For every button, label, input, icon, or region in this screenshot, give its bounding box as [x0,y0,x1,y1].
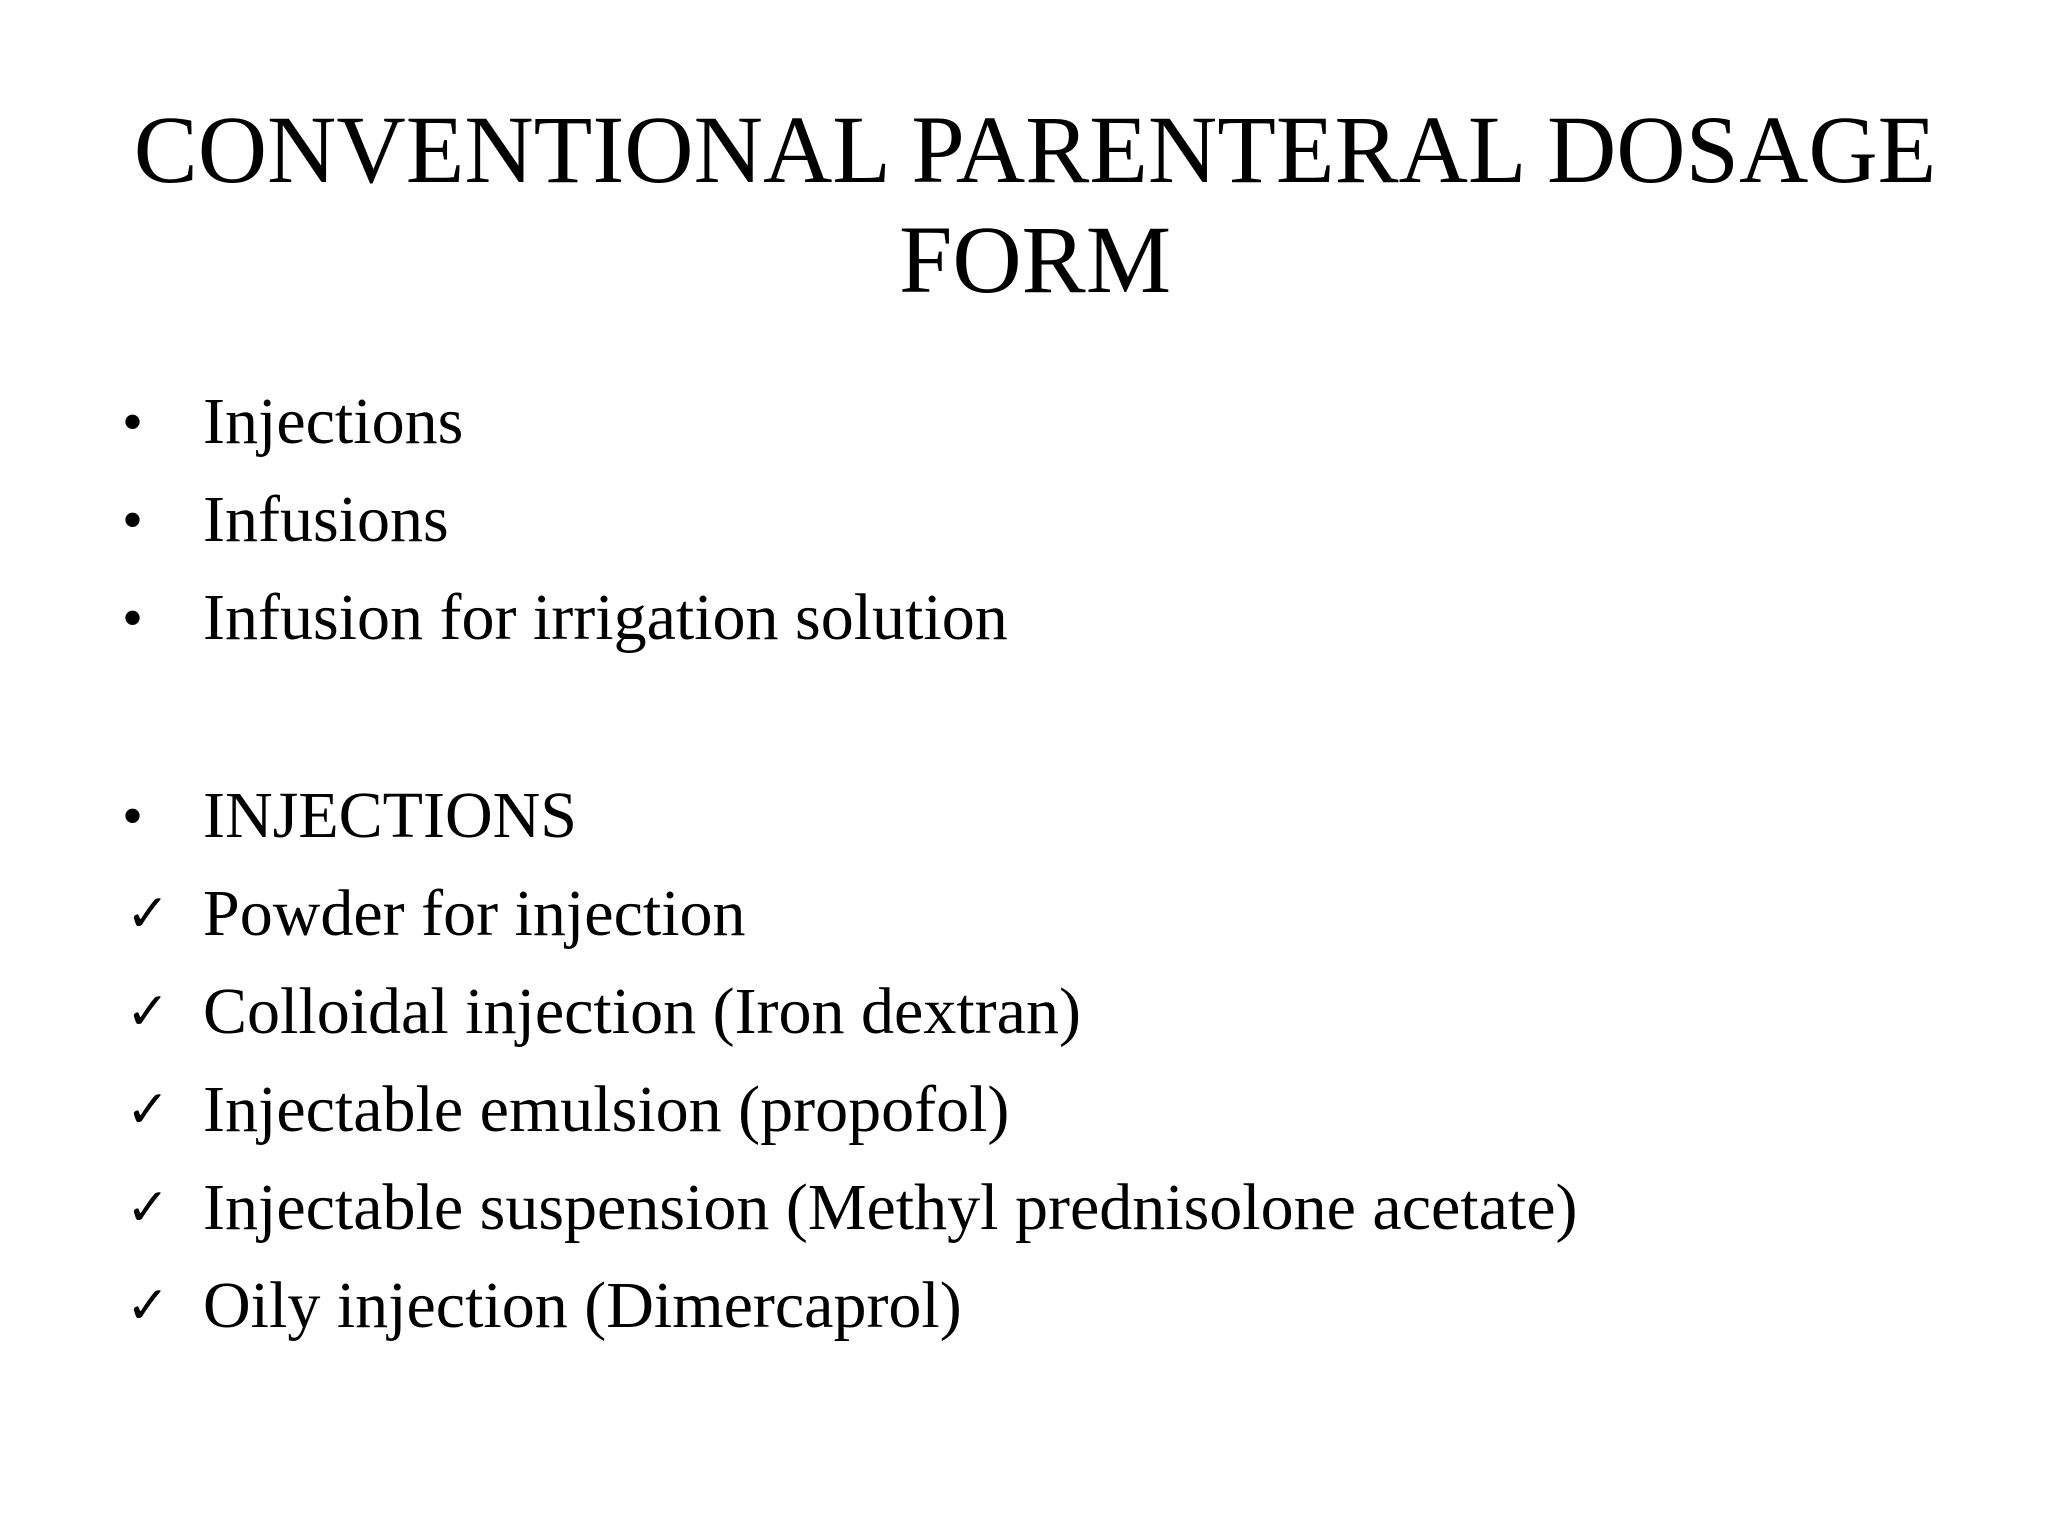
list-item-injections-heading [0,776,1900,856]
checkmark-icon: ✓ [126,982,170,1042]
list-item-infusions [0,480,1900,560]
list-item-injections [0,382,1900,462]
slide-title-line-2: FORM [898,206,1172,313]
checklist-item-label: Colloidal injection (Iron dextran) [203,975,1081,1048]
checklist-item-powder [0,874,1900,954]
checklist-item-label: Oily injection (Dimercaprol) [203,1269,962,1342]
checklist-item-label: Injectable emulsion (propofol) [203,1073,1010,1146]
checkmark-icon: ✓ [126,884,170,944]
checklist-item-label: Powder for injection [203,877,746,950]
list-item-label: Infusion for irrigation solution [203,581,1008,654]
section-heading: INJECTIONS [203,779,577,852]
checklist-item-colloidal [0,972,1900,1052]
bullet-icon: • [122,585,144,651]
bullet-icon: • [122,487,144,553]
checkmark-icon: ✓ [126,1276,170,1336]
checklist-item-oily [0,1266,1900,1346]
checklist-item-emulsion [0,1070,1900,1150]
checkmark-icon: ✓ [126,1178,170,1238]
list-item-irrigation [0,578,1900,658]
checklist-item-suspension [0,1168,1900,1248]
slide-title-line-1: CONVENTIONAL PARENTERAL DOSAGE [133,96,1937,203]
bullet-icon: • [122,389,144,455]
checkmark-icon: ✓ [126,1080,170,1140]
checklist-item-label: Injectable suspension (Methyl prednisolone acetate) [203,1171,1578,1244]
bullet-icon: • [122,783,144,849]
list-item-label: Infusions [203,483,449,556]
list-item-label: Injections [203,385,464,458]
slide-title [100,95,1970,315]
